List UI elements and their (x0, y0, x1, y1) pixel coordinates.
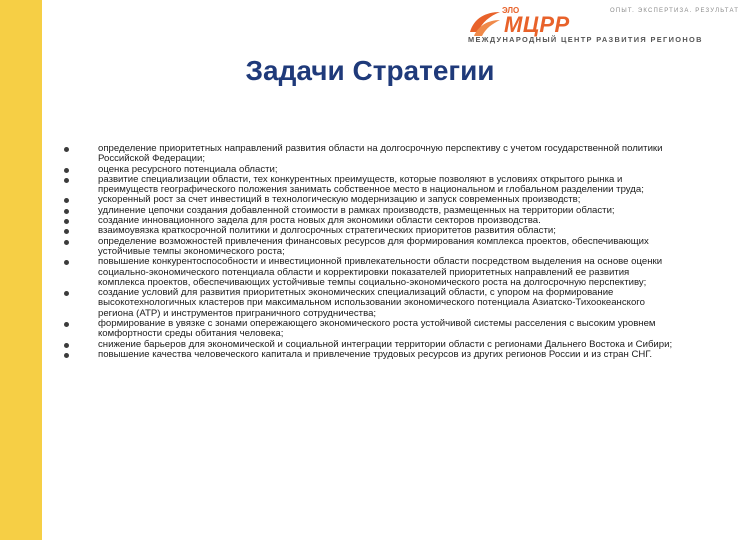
bullet-icon (64, 343, 69, 348)
list-item-text: удлинение цепочки создания добавленной стоимости в рамках производств, размещенных на территории области; (98, 204, 615, 216)
list-item-text: развитие специализации области, тех конкурентных преимуществ, которые позволяют в условиях открытого рынка и преимуществ географического положения занимать собственное место в национальном и глобальном разделении труда; (98, 173, 644, 196)
logo-subtitle: МЕЖДУНАРОДНЫЙ ЦЕНТР РАЗВИТИЯ РЕГИОНОВ (468, 35, 703, 44)
logo-name: МЦРР (504, 12, 570, 37)
list-item-text: создание условий для развития приоритетных экономических специализаций области, с упором на формирование высокотехнологичных кластеров при максимальном использовании экономического потенциала Азиатско-Тихоокеанского региона (АТР) и инструментов приграничного сотрудничества; (98, 287, 645, 319)
logo-mark-icon (468, 8, 502, 38)
list-item-text: повышение конкурентоспособности и инвестиционной привлекательности области посредством выделения на основе оценки социально-экономического потенциала области и корректировки показателей приоритетных направлений ее развития комплекса проектов, обеспечивающих устойчивые темпы социально-экономического роста на долгосрочную перспективу; (98, 256, 663, 288)
logo (468, 4, 740, 46)
bullet-icon (64, 260, 69, 265)
list-item (64, 237, 678, 258)
bullet-icon (64, 229, 69, 234)
task-list (64, 144, 678, 360)
list-item (64, 288, 678, 319)
bullet-icon (64, 291, 69, 296)
list-item (64, 350, 678, 360)
bullet-icon (64, 353, 69, 358)
list-item-text: ускоренный рост за счет инвестиций в технологическую модернизацию и запуск современных производств; (98, 194, 581, 206)
list-item-text: определение возможностей привлечения финансовых ресурсов для формирования комплекса проектов, обеспечивающих устойчивые темпы экономического роста; (98, 235, 649, 257)
list-item (64, 144, 678, 165)
list-item-text: формирование в увязке с зонами опережающего экономического роста устойчивой системы расселения с высоким уровнем комфортности среды обитания человека; (98, 318, 656, 340)
logo-abbr: ЭЛО (502, 6, 520, 15)
list-item-text: оценка ресурсного потенциала области; (98, 163, 278, 175)
bullet-icon (64, 322, 69, 327)
bullet-icon (64, 178, 69, 183)
list-item-text: определение приоритетных направлений развития области на долгосрочную перспективу с учетом государственной политики Российской Федерации; (98, 143, 663, 165)
list-item-text: создание инновационного задела для роста новых для экономики области секторов производства. (98, 215, 541, 227)
bullet-icon (64, 219, 69, 224)
bullet-icon (64, 209, 69, 214)
list-item (64, 175, 678, 196)
page-title: Задачи Стратегии (245, 55, 495, 86)
bullet-icon (64, 198, 69, 203)
list-item (64, 257, 678, 288)
bullet-icon (64, 240, 69, 245)
list-item-text: повышение качества человеческого капитала и привлечение трудовых ресурсов из других регионов России и из стран СНГ. (98, 348, 653, 360)
bullet-icon (64, 147, 69, 152)
logo-tagline: ОПЫТ. ЭКСПЕРТИЗА. РЕЗУЛЬТАТ (610, 8, 740, 14)
bullet-icon (64, 168, 69, 173)
list-item-text: взаимоувязка краткосрочной политики и долгосрочных стратегических приоритетов развития области; (98, 225, 556, 237)
list-item (64, 319, 678, 340)
list-item-text: снижение барьеров для экономической и социальной интеграции территории области с регионами Дальнего Востока и Сибири; (98, 338, 673, 350)
